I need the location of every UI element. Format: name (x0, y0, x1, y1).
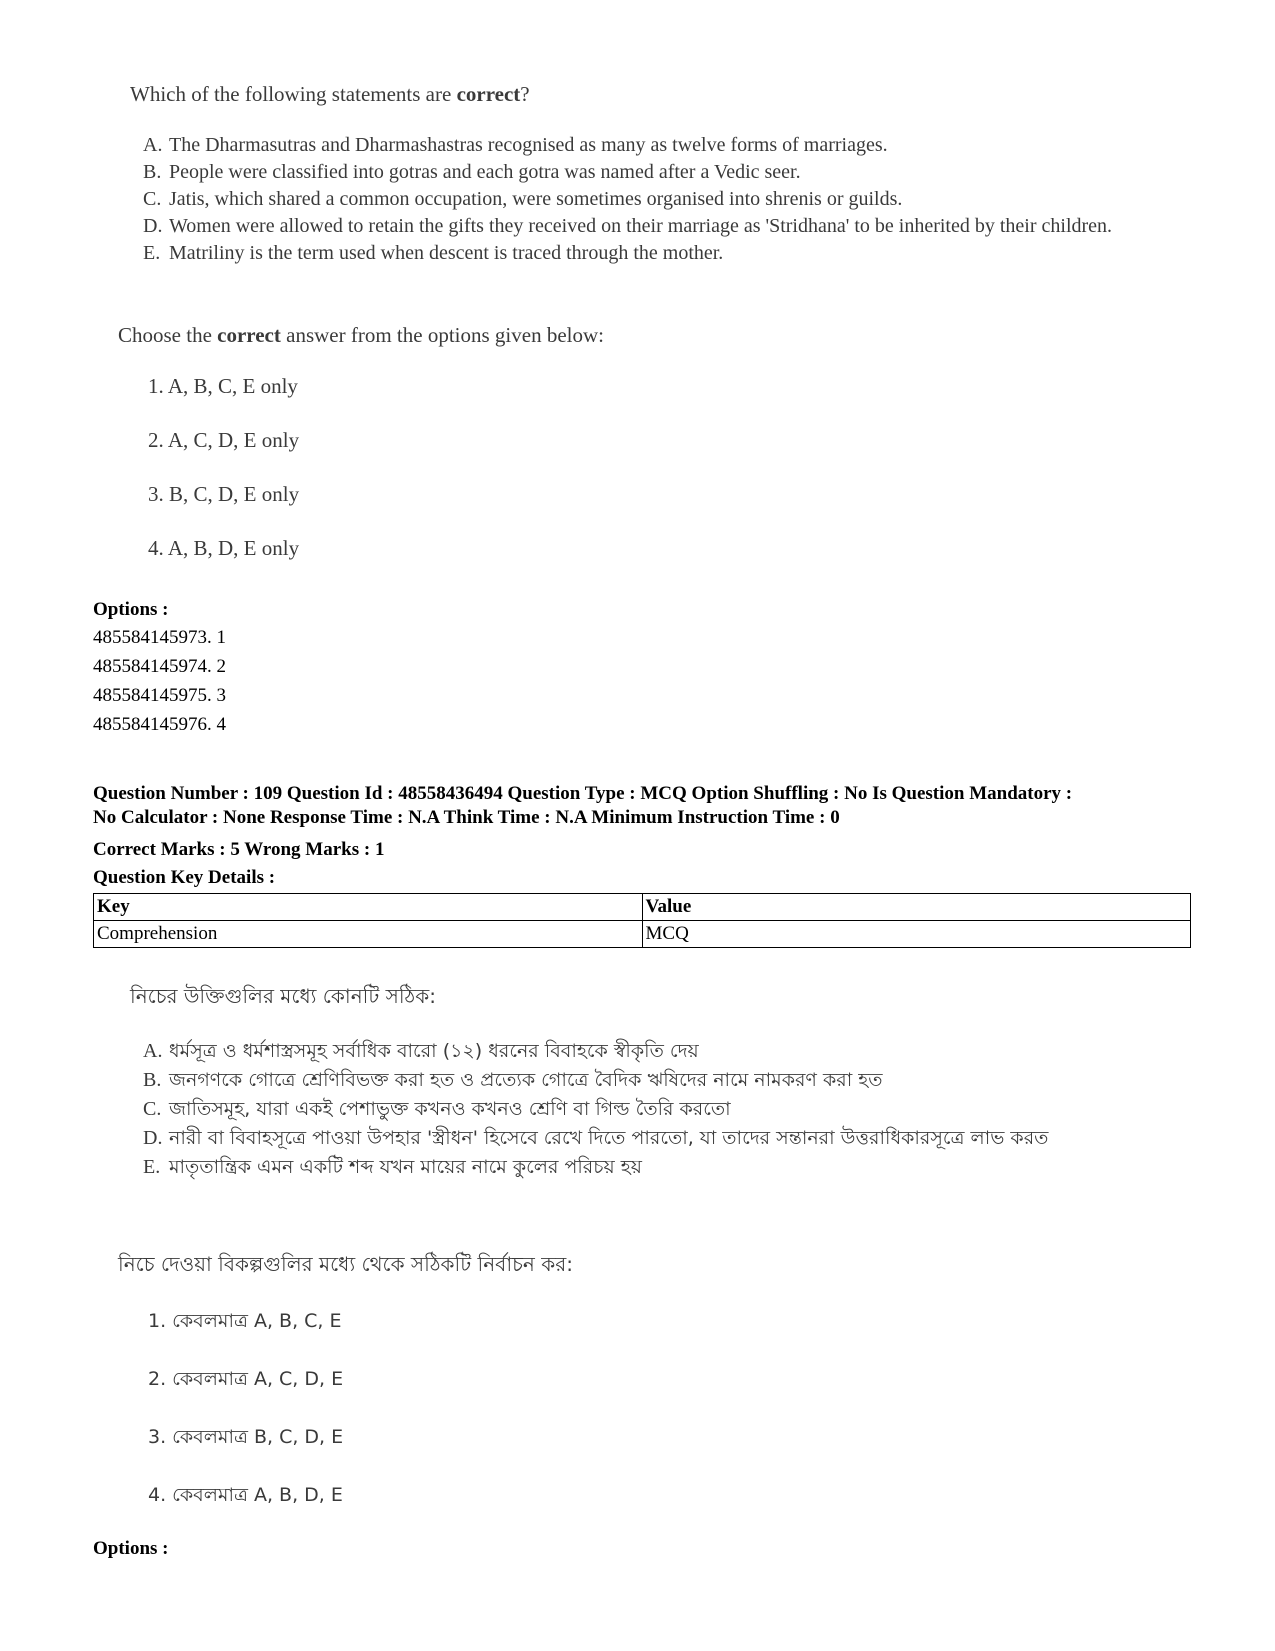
marks-info: Correct Marks : 5 Wrong Marks : 1 (93, 839, 385, 860)
question-metadata (93, 782, 1183, 830)
key-details-label: Question Key Details : (93, 867, 276, 888)
metadata-line: Question Number : 109 Question Id : 48558436494 Question Type : MCQ Option Shuffling : No Is Question Mandatory : (93, 783, 1073, 804)
answer-option: 1. A, B, C, E only (148, 374, 298, 398)
statement-item: C. Jatis, which shared a common occupation, were sometimes organised into shrenis or guilds. (143, 188, 903, 210)
table-header-cell: Value (642, 894, 1191, 921)
option-id: 485584145973. 1 (93, 627, 226, 648)
table-cell: MCQ (642, 921, 1191, 948)
bengali-statement-list (143, 1037, 1153, 1182)
table-header-row (94, 894, 1191, 921)
bengali-question-prompt: নিচের উক্তিগুলির মধ্যে কোনটি সঠিক: (130, 984, 436, 1008)
option-id: 485584145976. 4 (93, 714, 226, 735)
statement-item: A. The Dharmasutras and Dharmashastras recognised as many as twelve forms of marriages. (143, 134, 888, 156)
statement-item: D. নারী বা বিবাহসূত্রে পাওয়া উপহার 'স্ত্রীধন' হিসেবে রেখে দিতে পারতো, যা তাদের সন্তানরা উত্তরাধিকারসূত্রে লাভ করত (143, 1127, 1049, 1149)
answer-option: 3. B, C, D, E only (148, 482, 300, 506)
statement-item: B. জনগণকে গোত্রে শ্রেণিবিভক্ত করা হত ও প্রত্যেক গোত্রে বৈদিক ঋষিদের নামে নামকরণ করা হত (143, 1069, 883, 1091)
table-row (94, 921, 1191, 948)
options-label: Options : (93, 1538, 169, 1559)
metadata-line: No Calculator : None Response Time : N.A Think Time : N.A Minimum Instruction Time : 0 (93, 807, 840, 828)
key-details-table (93, 893, 1191, 948)
answer-option: 3. কেবলমাত্র B, C, D, E (148, 1426, 344, 1448)
statement-list (143, 132, 1153, 267)
statement-item: C. জাতিসমূহ, যারা একই পেশাভুক্ত কখনও কখনও শ্রেণি বা গিল্ড তৈরি করতো (143, 1098, 731, 1120)
bengali-choose-instruction: নিচে দেওয়া বিকল্পগুলির মধ্যে থেকে সঠিকটি নির্বাচন কর: (118, 1252, 573, 1276)
options-label: Options : (93, 599, 169, 620)
question-prompt: Which of the following statements are correct? (130, 82, 530, 106)
table-cell: Comprehension (94, 921, 643, 948)
statement-item: E. Matriliny is the term used when descent is traced through the mother. (143, 242, 724, 264)
answer-option: 4. কেবলমাত্র A, B, D, E (148, 1484, 343, 1506)
table-header-cell: Key (94, 894, 643, 921)
option-id-list (93, 623, 226, 739)
answer-option-list (148, 374, 299, 590)
answer-option: 2. A, C, D, E only (148, 428, 300, 452)
statement-item: E. মাতৃতান্ত্রিক এমন একটি শব্দ যখন মায়ের নামে কুলের পরিচয় হয় (143, 1156, 642, 1178)
option-id: 485584145974. 2 (93, 656, 226, 677)
statement-item: D. Women were allowed to retain the gifts they received on their marriage as 'Stridhana' to be inherited by their children. (143, 215, 1113, 237)
answer-option: 4. A, B, D, E only (148, 536, 300, 560)
statement-item: B. People were classified into gotras and each gotra was named after a Vedic seer. (143, 161, 801, 183)
statement-item: A. ধর্মসূত্র ও ধর্মশাস্ত্রসমূহ সর্বাধিক বারো (১২) ধরনের বিবাহকে স্বীকৃতি দেয় (143, 1040, 699, 1062)
choose-instruction: Choose the correct answer from the options given below: (118, 323, 604, 347)
answer-option: 2. কেবলমাত্র A, C, D, E (148, 1368, 344, 1390)
bengali-answer-option-list (148, 1307, 343, 1539)
option-id: 485584145975. 3 (93, 685, 226, 706)
answer-option: 1. কেবলমাত্র A, B, C, E (148, 1310, 342, 1332)
